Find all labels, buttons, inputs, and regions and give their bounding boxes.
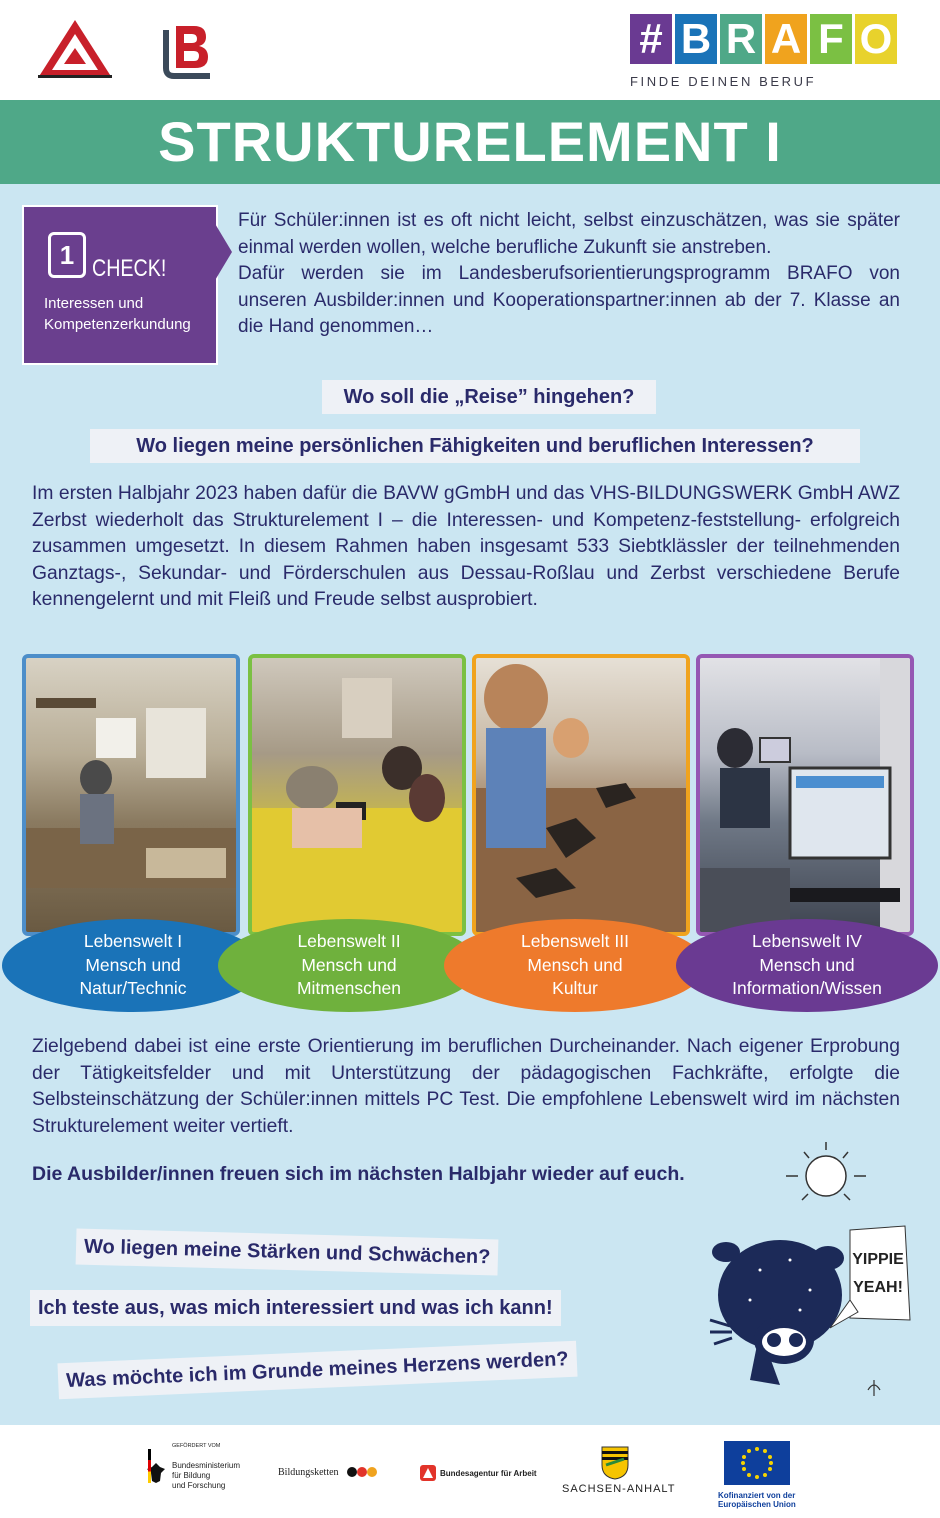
lebenswelt-title: Lebenswelt I bbox=[83, 931, 183, 952]
lebenswelt-topic: Natur/Technic bbox=[79, 978, 187, 999]
check-subtitle: Interessen und Kompetenzerkundung bbox=[44, 295, 191, 333]
ba-label: Bundesagentur für Arbeit bbox=[440, 1469, 537, 1478]
eu-line: Kofinanziert von der bbox=[718, 1491, 796, 1500]
photo-crafts bbox=[472, 654, 690, 936]
lebenswelt-title: Lebenswelt II bbox=[297, 931, 401, 952]
bmbf-pre: GEFÖRDERT VOM bbox=[172, 1443, 221, 1449]
closing-line: Die Ausbilder/innen freuen sich im nächsten Halbjahr wieder auf euch. bbox=[32, 1163, 685, 1185]
lebenswelt-title: Lebenswelt III bbox=[521, 931, 629, 952]
intro-paragraph: Für Schüler:innen ist es oft nicht leicht, selbst einzuschätzen, was sie später einmal werden wollen, welche berufliche Zukunft sie anstreben. bbox=[238, 210, 900, 258]
brafo-logo bbox=[630, 14, 897, 64]
crafts-photo-icon bbox=[476, 658, 686, 932]
first-aid-photo-icon bbox=[252, 658, 462, 932]
photo-workshop bbox=[22, 654, 240, 936]
brafo-letter: F bbox=[810, 14, 852, 64]
sun-icon bbox=[784, 1138, 868, 1208]
footer bbox=[0, 1425, 940, 1518]
mascot-bubble-line1: YIPPIE bbox=[852, 1251, 904, 1268]
photo-computer bbox=[696, 654, 914, 936]
bmbf-line: für Bildung bbox=[172, 1471, 211, 1480]
check-number: 1 bbox=[48, 232, 86, 278]
lebenswelt-2 bbox=[218, 919, 480, 1012]
lebenswelt-topic: Mitmenschen bbox=[296, 978, 402, 999]
tagline-test: Ich teste aus, was mich interessiert und was ich kann! bbox=[30, 1290, 561, 1326]
bildungsketten-logo: Bildungsketten bbox=[278, 1467, 339, 1478]
sachsen-anhalt-crest-icon bbox=[600, 1445, 630, 1481]
brafo-letter: R bbox=[720, 14, 762, 64]
brafo-tagline: FINDE DEINEN BERUF bbox=[630, 74, 817, 89]
lebenswelt-title: Lebenswelt IV bbox=[752, 931, 862, 952]
woodwork-photo-icon bbox=[26, 658, 236, 932]
body-paragraph-2: Zielgebend dabei ist eine erste Orientierung im beruflichen Durcheinander. Nach eigener Erprobung der Tätigkeitsfelder und mit Unterstützung der pädagogischen Fachkräfte, erfolgte die Selbsteinschätzung der Schüler:innen mittels PC Test. Die empfohlene Lebenswelt wird im nächsten Strukturelement weiter vertieft. bbox=[32, 1036, 900, 1137]
brafo-letter: # bbox=[630, 14, 672, 64]
lebenswelt-3 bbox=[444, 919, 706, 1012]
lebenswelt-line: Mensch und bbox=[85, 954, 181, 975]
lebenswelt-line: Mensch und bbox=[527, 954, 623, 975]
lebenswelt-line: Mensch und bbox=[301, 954, 397, 975]
bmbf-line: Bundesministerium bbox=[172, 1461, 241, 1470]
lebenswelt-line: Mensch und bbox=[759, 954, 855, 975]
tagline-strengths: Wo liegen meine Stärken und Schwächen? bbox=[76, 1228, 499, 1275]
question-abilities: Wo liegen meine persönlichen Fähigkeiten und beruflichen Interessen? bbox=[90, 429, 860, 463]
tagline-heart: Was möchte ich im Grunde meines Herzens werden? bbox=[57, 1341, 577, 1400]
bmbf-logo bbox=[172, 1461, 240, 1491]
brafo-letter: B bbox=[675, 14, 717, 64]
b-logo-icon bbox=[160, 22, 218, 80]
lebenswelt-topic: Information/Wissen bbox=[732, 978, 882, 999]
eu-label bbox=[718, 1491, 796, 1509]
question-journey: Wo soll die „Reise” hingehen? bbox=[322, 380, 656, 414]
body-paragraph: Im ersten Halbjahr 2023 haben dafür die BAVW gGmbH und das VHS-BILDUNGSWERK GmbH AWZ Zerbst wiederholt das Strukturelement I – die Interessen- und Kompetenz-feststellung- erfolgreich zusammen umgesetzt. In diesem Rahmen haben insgesamt 533 Siebtklässler der teilnehmenden Ganztags-, Sekundar- und Förderschulen aus Dessau-Roßlau und Zerbst verschiedene Berufe kennengelernt und mit Fleiß und Freude selbst ausprobiert. bbox=[32, 483, 900, 610]
mascot-bubble-line2: YEAH! bbox=[853, 1279, 903, 1296]
intro-text bbox=[238, 208, 900, 341]
brafo-letter: O bbox=[855, 14, 897, 64]
lebenswelt-topic: Kultur bbox=[552, 978, 598, 999]
check-arrow-icon bbox=[214, 222, 232, 282]
header bbox=[0, 0, 940, 100]
bmbf-line: und Forschung bbox=[172, 1481, 226, 1490]
eu-line: Europäischen Union bbox=[718, 1500, 796, 1509]
computer-photo-icon bbox=[700, 658, 910, 932]
triangle-logo-icon bbox=[36, 18, 114, 80]
check-word: CHECK! bbox=[92, 255, 167, 282]
ba-logo-icon bbox=[420, 1465, 436, 1481]
page-title: STRUKTURELEMENT I bbox=[0, 100, 940, 184]
intro-paragraph: Dafür werden sie im Landesberufsorientierungsprogramm BRAFO von unseren Ausbilder:innen und Kooperationspartner:innen ab der 7. Klasse an die Hand genommen… bbox=[238, 263, 900, 337]
bildungsketten-chain-icon bbox=[346, 1465, 382, 1479]
check-badge bbox=[22, 205, 218, 365]
sachsen-anhalt-label: SACHSEN-ANHALT bbox=[562, 1483, 676, 1495]
brafo-letter: A bbox=[765, 14, 807, 64]
eu-flag-icon bbox=[724, 1441, 790, 1485]
mascot-icon bbox=[700, 1220, 920, 1410]
photo-first-aid bbox=[248, 654, 466, 936]
lebenswelt-4 bbox=[676, 919, 938, 1012]
